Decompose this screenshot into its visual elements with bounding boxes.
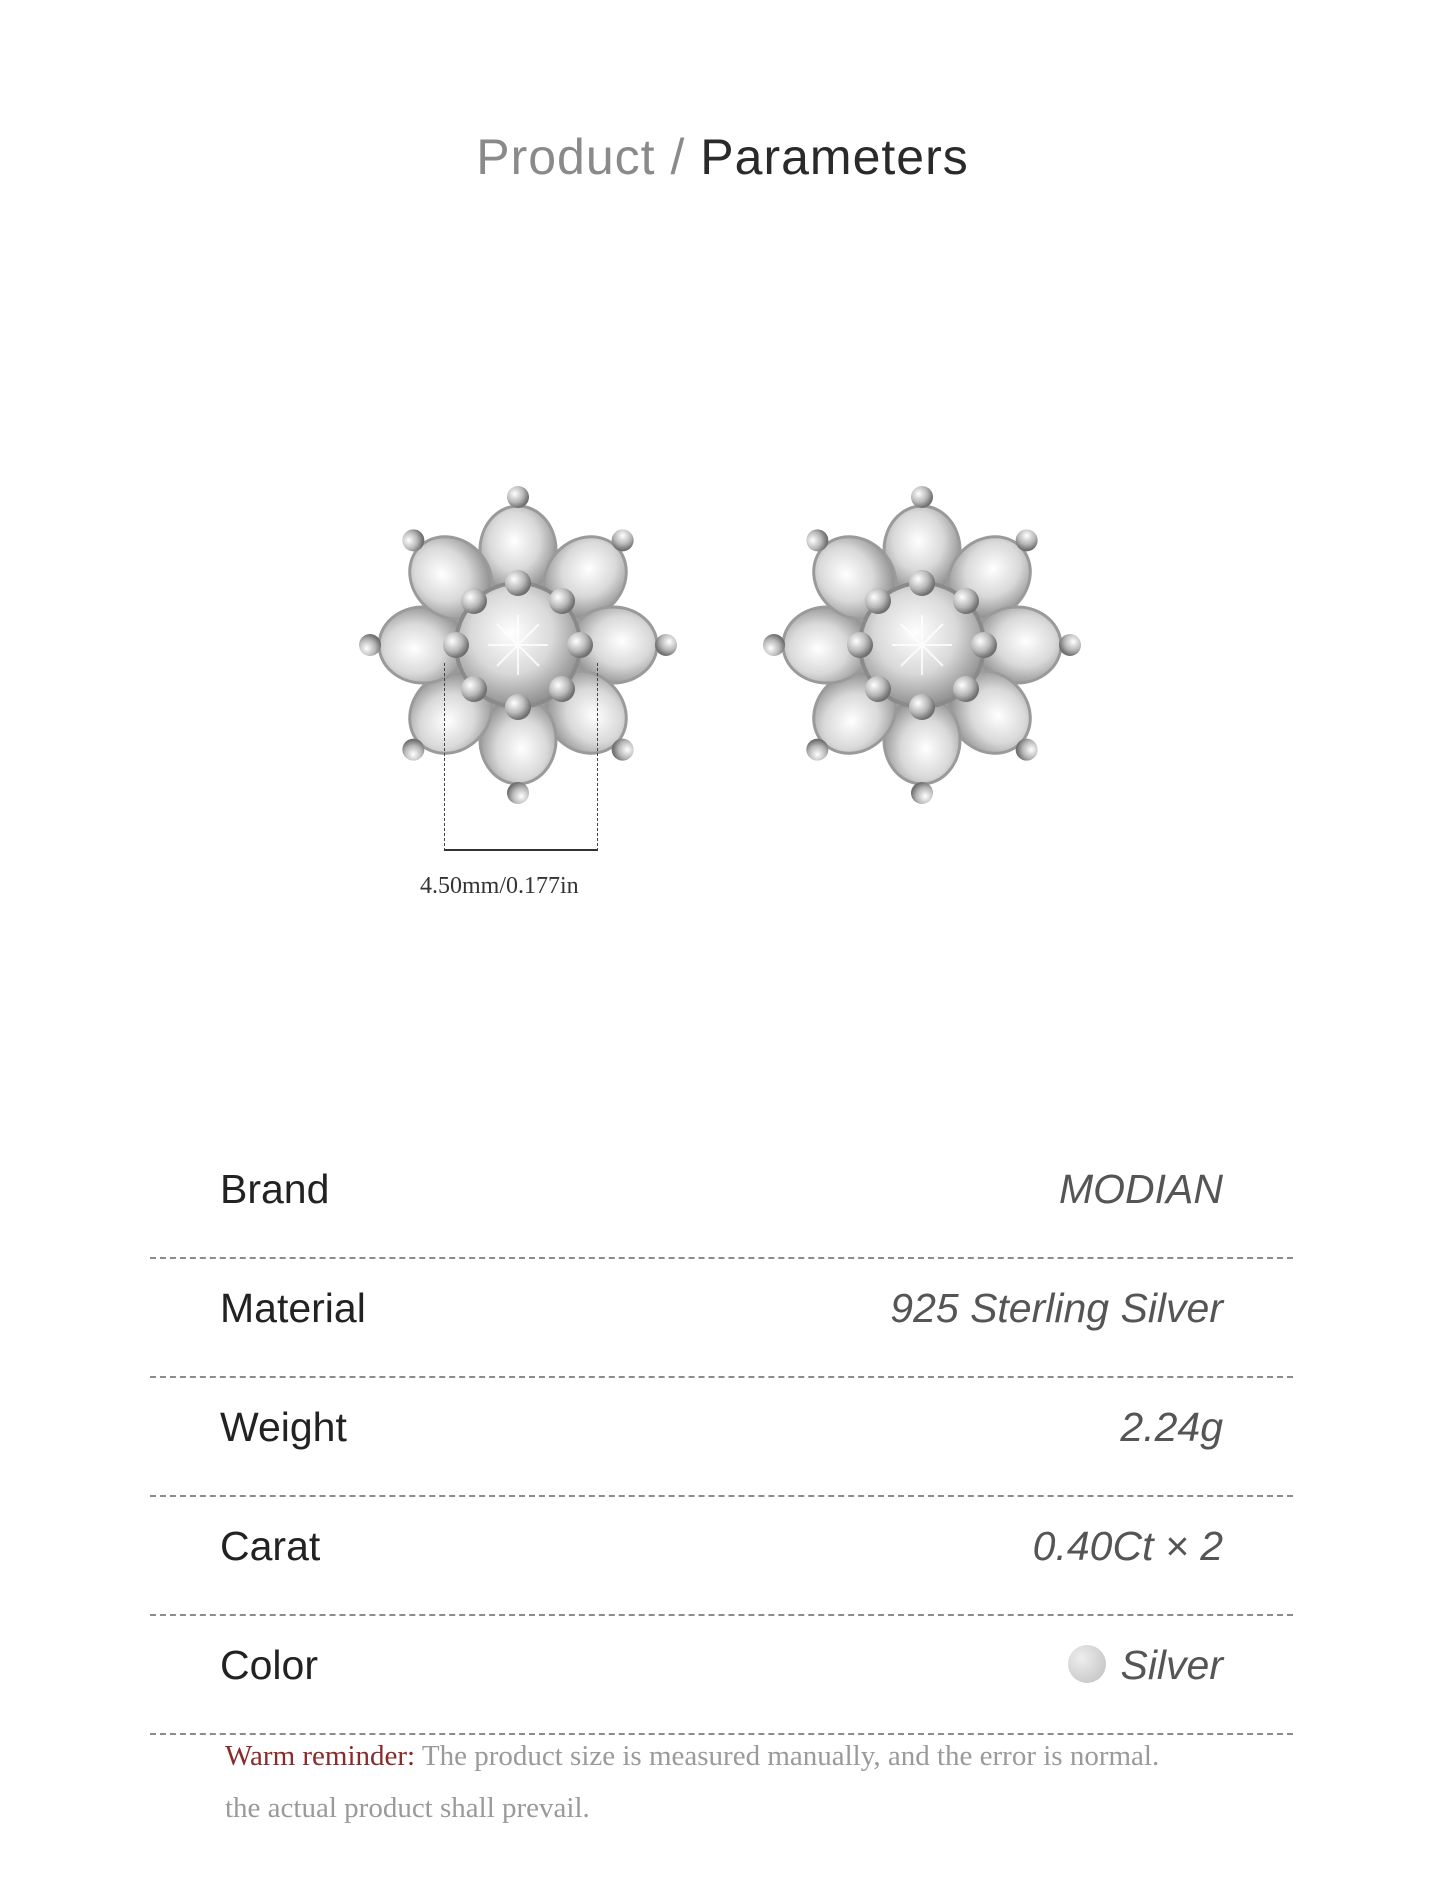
reminder-text-2: the actual product shall prevail. bbox=[225, 1792, 590, 1824]
warm-reminder bbox=[225, 1730, 1275, 1834]
color-swatch bbox=[1068, 1645, 1106, 1683]
param-value: Silver bbox=[1120, 1642, 1223, 1688]
dimension-marker bbox=[444, 663, 598, 851]
parameters-table bbox=[150, 1140, 1293, 1735]
earring-right-image bbox=[752, 470, 1092, 830]
param-row-material bbox=[150, 1259, 1293, 1378]
reminder-label: Warm reminder: bbox=[225, 1740, 416, 1772]
page-title bbox=[0, 128, 1445, 186]
param-row-brand bbox=[150, 1140, 1293, 1259]
dimension-label: 4.50mm/0.177in bbox=[420, 873, 579, 899]
title-product: Product bbox=[476, 129, 656, 185]
reminder-text-1: The product size is measured manually, and the error is normal. bbox=[421, 1740, 1160, 1772]
param-value: 925 Sterling Silver bbox=[890, 1285, 1223, 1331]
param-label: Weight bbox=[220, 1404, 347, 1450]
param-row-color bbox=[150, 1616, 1293, 1735]
param-value: MODIAN bbox=[1059, 1166, 1223, 1212]
param-row-carat bbox=[150, 1497, 1293, 1616]
param-value: 2.24g bbox=[1120, 1404, 1223, 1450]
param-label: Color bbox=[220, 1642, 318, 1688]
title-parameters: Parameters bbox=[700, 129, 969, 185]
title-separator: / bbox=[670, 129, 686, 185]
reminder-line-1 bbox=[225, 1730, 1275, 1782]
param-label: Carat bbox=[220, 1523, 321, 1569]
param-label: Material bbox=[220, 1285, 366, 1331]
param-value-color bbox=[1068, 1642, 1223, 1689]
param-value: 0.40Ct × 2 bbox=[1032, 1523, 1223, 1569]
param-label: Brand bbox=[220, 1166, 330, 1212]
param-row-weight bbox=[150, 1378, 1293, 1497]
